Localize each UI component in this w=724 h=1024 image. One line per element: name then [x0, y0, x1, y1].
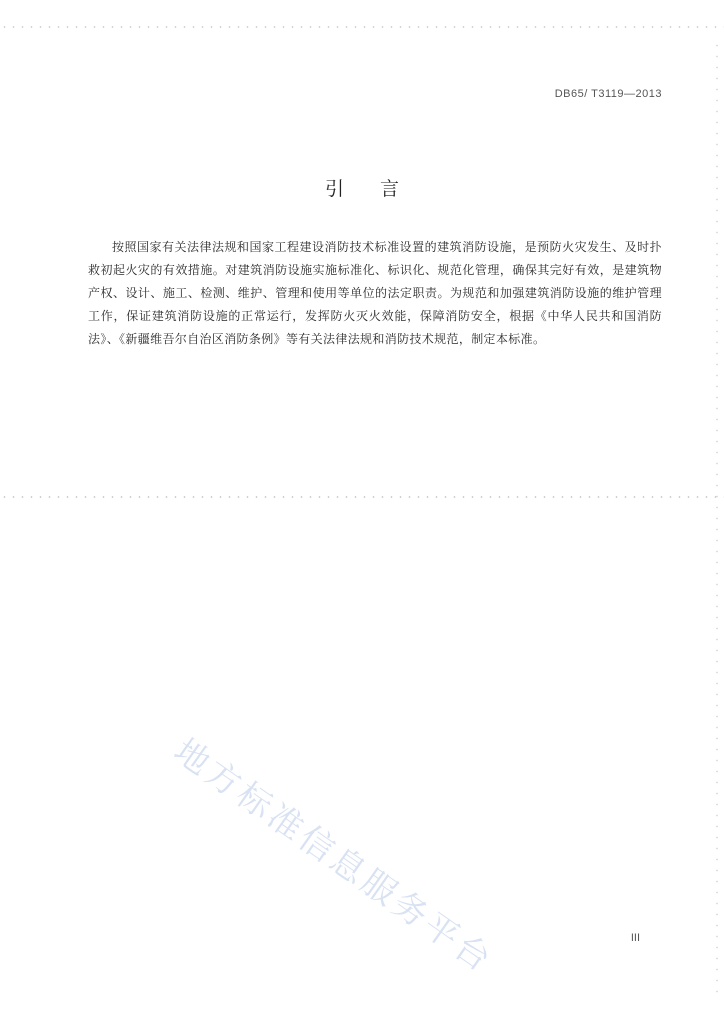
standard-code: DB65/ T3119—2013: [554, 88, 662, 100]
watermark: 地方标准信息服务平台: [166, 730, 501, 982]
scan-noise-top: [0, 26, 724, 28]
scan-noise-middle: [0, 496, 724, 498]
page-title: 引言: [324, 178, 435, 200]
introduction-paragraph: 按照国家有关法律法规和国家工程建设消防技术标准设置的建筑消防设施，是预防火灾发生、及时扑救初起火灾的有效措施。对建筑消防设施实施标准化、标识化、规范化管理，确保其完好有效，是建筑物产权、设计、施工、检测、维护、管理和使用等单位的法定职责。为规范和加强建筑消防设施的维护管理工作，保证建筑消防设施的正常运行，发挥防火灭火效能，保障消防安全，根据《中华人民共和国消防法》、《新疆维吾尔自治区消防条例》等有关法律法规和消防技术规范，制定本标准。: [88, 240, 662, 346]
page-number: III: [630, 932, 640, 944]
